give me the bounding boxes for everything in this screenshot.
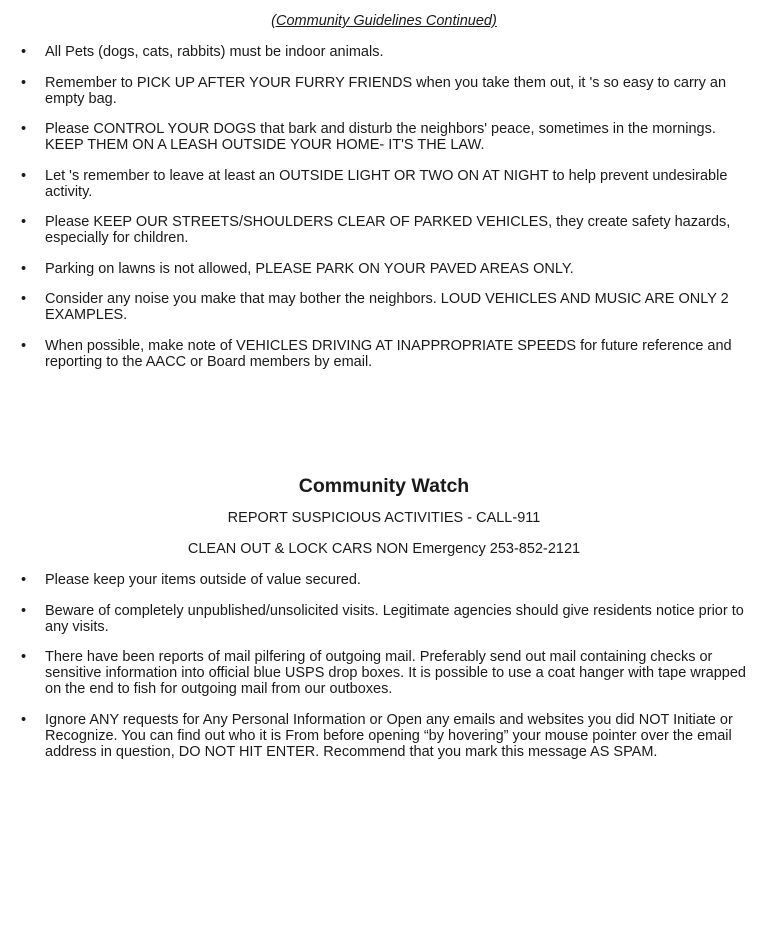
list-item (0, 168, 768, 200)
list-item (0, 214, 768, 246)
list-item (0, 338, 768, 370)
list-item-text: Let 's remember to leave at least an OUTSIDE LIGHT OR TWO ON AT NIGHT to help prevent undesirable activity. (45, 167, 728, 200)
guidelines-continued-heading: (Community Guidelines Continued) (271, 13, 497, 29)
list-item-text: Beware of completely unpublished/unsolicited visits. Legitimate agencies should give residents notice prior to any visits. (45, 602, 744, 635)
list-item (0, 712, 768, 760)
bullet-icon: • (21, 260, 27, 277)
list-item-text: Please CONTROL YOUR DOGS that bark and disturb the neighbors' peace, sometimes in the mornings. KEEP THEM ON A LEASH OUTSIDE YOUR HOME- IT'S THE LAW. (45, 121, 716, 153)
list-item-text: Please keep your items outside of value secured. (45, 572, 361, 588)
list-item-text: There have been reports of mail pilfering of outgoing mail. Preferably send out mail containing checks or sensitive information into official blue USPS drop boxes. It is possible to use a coat hanger with tape wrapped on the end to fish for outgoing mail from our outboxes. (45, 649, 746, 697)
list-item (0, 572, 768, 588)
non-emergency-line: CLEAN OUT & LOCK CARS NON Emergency 253-852-2121 (187, 541, 581, 557)
list-item (0, 75, 768, 107)
list-item (0, 121, 768, 153)
bullet-icon: • (21, 602, 27, 619)
bullet-icon: • (21, 167, 27, 184)
bullet-icon: • (21, 44, 27, 60)
community-watch-title: Community Watch (298, 475, 470, 497)
list-item (0, 261, 768, 277)
list-item (0, 603, 768, 635)
list-item-text: Ignore ANY requests for Any Personal Information or Open any emails and websites you did NOT Initiate or Recognize. You can find out who it is From before opening “by hovering” your mouse pointer over the email address in question, DO NOT HIT ENTER. Recommend that you mark this message AS SPAM. (45, 711, 733, 760)
guidelines-list (0, 44, 768, 384)
list-item (0, 649, 768, 697)
watch-list (0, 572, 768, 774)
bullet-icon: • (21, 711, 27, 728)
bullet-icon: • (21, 74, 27, 91)
list-item-text: Remember to PICK UP AFTER YOUR FURRY FRIENDS when you take them out, it 's so easy to carry an empty bag. (45, 74, 727, 107)
list-item (0, 44, 768, 60)
bullet-icon: • (21, 337, 27, 354)
list-item-text: Consider any noise you make that may bother the neighbors. LOUD VEHICLES AND MUSIC ARE ONLY 2 EXAMPLES. (45, 291, 729, 323)
list-item-text: All Pets (dogs, cats, rabbits) must be indoor animals. (45, 44, 384, 60)
bullet-icon: • (21, 572, 27, 588)
report-suspicious-line: REPORT SUSPICIOUS ACTIVITIES - CALL-911 (227, 510, 541, 526)
bullet-icon: • (21, 214, 27, 230)
bullet-icon: • (21, 649, 27, 665)
bullet-icon: • (21, 121, 27, 137)
bullet-icon: • (21, 291, 27, 307)
list-item-text: Please KEEP OUR STREETS/SHOULDERS CLEAR OF PARKED VEHICLES, they create safety hazards, especially for children. (45, 214, 731, 246)
list-item-text: Parking on lawns is not allowed, PLEASE PARK ON YOUR PAVED AREAS ONLY. (45, 260, 574, 277)
list-item-text: When possible, make note of VEHICLES DRIVING AT INAPPROPRIATE SPEEDS for future reference and reporting to the AACC or Board members by email. (45, 337, 732, 370)
list-item (0, 291, 768, 323)
